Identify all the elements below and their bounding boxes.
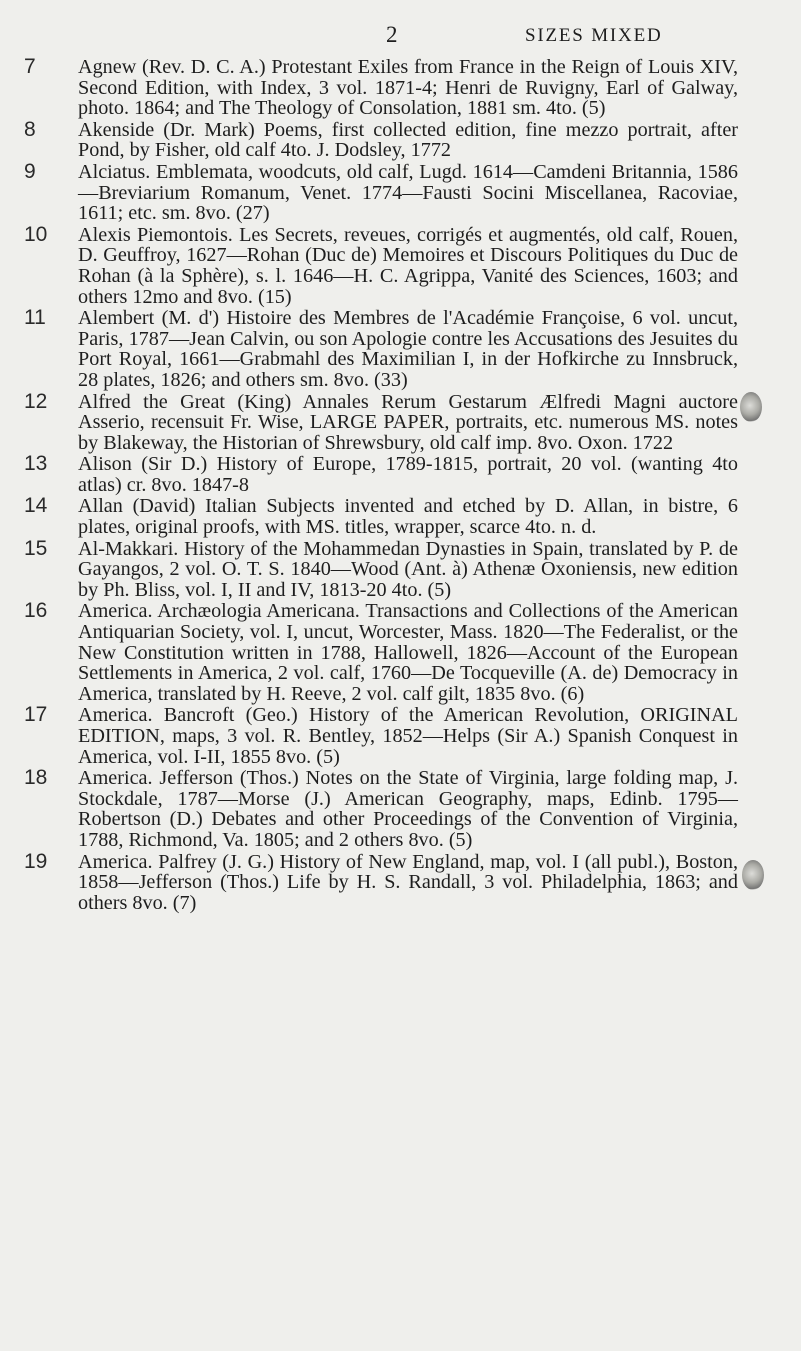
catalogue-entry bbox=[0, 308, 738, 390]
catalogue-entries bbox=[0, 57, 801, 914]
entry-description: Alfred the Great (King) Annales Rerum Gestarum Ælfredi Magni auctore Asserio, recensuit Fr. Wise, LARGE PAPER, portraits, etc. numerous MS. notes by Blakeway, the Historian of Shrewsbury, old calf imp. 8vo. Oxon. 1722 bbox=[78, 390, 738, 454]
lot-number: 19 bbox=[24, 849, 48, 873]
catalogue-entry bbox=[0, 705, 738, 767]
catalogue-entry bbox=[0, 159, 738, 225]
entry-description: Alison (Sir D.) History of Europe, 1789-1815, portrait, 20 vol. (wanting 4to atlas) cr. 8vo. 1847-8 bbox=[78, 453, 738, 496]
catalogue-entry bbox=[0, 849, 738, 914]
lot-number: 9 bbox=[24, 159, 36, 183]
lot-number: 17 bbox=[24, 703, 48, 727]
catalogue-entry bbox=[0, 57, 738, 119]
lot-number: 18 bbox=[24, 766, 48, 790]
catalogue-entry bbox=[0, 454, 738, 495]
catalogue-entry bbox=[0, 601, 738, 704]
entry-description: Agnew (Rev. D. C. A.) Protestant Exiles from France in the Reign of Louis XIV, Second Edition, with Index, 3 vol. 1871-4; Henri de Ruvigny, Earl of Galway, photo. 1864; and The Theology of Consolation, 1881 sm. 4to. (5) bbox=[78, 56, 738, 120]
lot-number: 14 bbox=[24, 494, 48, 518]
entry-description: Akenside (Dr. Mark) Poems, first collected edition, fine mezzo portrait, after Pond, by Fisher, old calf 4to. J. Dodsley, 1772 bbox=[78, 118, 738, 162]
binding-hole-mark bbox=[740, 392, 762, 422]
entry-description: America. Bancroft (Geo.) History of the American Revolution, ORIGINAL EDITION, maps, 3 vol. R. Bentley, 1852—Helps (Sir A.) Spanish Conquest in America, vol. I-II, 1855 8vo. (5) bbox=[78, 704, 738, 768]
lot-number: 11 bbox=[24, 306, 46, 330]
catalogue-entry bbox=[0, 496, 738, 537]
entry-description: Alembert (M. d') Histoire des Membres de l'Académie Françoise, 6 vol. uncut, Paris, 1787—Jean Calvin, ou son Apologie contre les Accusations des Jesuites du Port Royal, 1661—Grabmahl des Maximilian I, in der Hofkirche zu Innsbruck, 28 plates, 1826; and others sm. 8vo. (33) bbox=[78, 307, 738, 391]
entry-description: Alexis Piemontois. Les Secrets, reveues, corrigés et augmentés, old calf, Rouen, D. Geuffroy, 1627—Rohan (Duc de) Memoires et Discours Politiques du Duc de Rohan (à la Sphère), s. l. 1646—H. C. Agrippa, Vanité des Sciences, 1603; and others 12mo and 8vo. (15) bbox=[78, 223, 738, 308]
binding-hole-mark bbox=[742, 860, 764, 890]
page-number: 2 bbox=[386, 22, 398, 47]
entry-description: America. Archæologia Americana. Transactions and Collections of the American Antiquarian Society, vol. I, uncut, Worcester, Mass. 1820—The Federalist, or the New Constitution written in 1788, Hallowell, 1826—Account of the European Settlements in America, 2 vol. calf, 1760—De Tocqueville (A. de) Democracy in America, translated by H. Reeve, 2 vol. calf gilt, 1835 8vo. (6) bbox=[78, 600, 738, 705]
catalogue-entry bbox=[0, 536, 738, 601]
lot-number: 13 bbox=[24, 452, 48, 476]
lot-number: 16 bbox=[24, 599, 48, 623]
lot-number: 7 bbox=[24, 55, 36, 78]
entry-description: America. Jefferson (Thos.) Notes on the State of Virginia, large folding map, J. Stockdale, 1787—Morse (J.) American Geography, maps, Edinb. 1795—Robertson (D.) Debates and other Proceedings of the Convention of Virginia, 1788, Richmond, Va. 1805; and 2 others 8vo. (5) bbox=[78, 767, 738, 851]
entry-description: America. Palfrey (J. G.) History of New England, map, vol. I (all publ.), Boston, 1858—Jefferson (Thos.) Life by H. S. Randall, 3 vol. Philadelphia, 1863; and others 8vo. (7) bbox=[78, 850, 738, 914]
catalogue-entry bbox=[0, 222, 738, 308]
lot-number: 10 bbox=[24, 222, 48, 246]
entry-description: Allan (David) Italian Subjects invented and etched by D. Allan, in bistre, 6 plates, original proofs, with MS. titles, wrapper, scarce 4to. n. d. bbox=[78, 495, 738, 539]
page-header bbox=[0, 22, 801, 52]
entry-description: Al-Makkari. History of the Mohammedan Dynasties in Spain, translated by P. de Gayangos, 2 vol. O. T. S. 1840—Wood (Ant. à) Athenæ Oxoniensis, new edition by Ph. Bliss, vol. I, II and IV, 1813-20 4to. (5) bbox=[78, 537, 738, 601]
lot-number: 12 bbox=[24, 389, 48, 413]
running-head: SIZES MIXED bbox=[525, 25, 663, 46]
lot-number: 8 bbox=[24, 117, 36, 141]
catalogue-entry bbox=[0, 117, 738, 162]
entry-description: Alciatus. Emblemata, woodcuts, old calf, Lugd. 1614—Camdeni Britannia, 1586—Breviarium Romanum, Venet. 1774—Fausti Socini Miscellanea, Racoviae, 1611; etc. sm. 8vo. (27) bbox=[78, 160, 738, 225]
catalogue-entry bbox=[0, 389, 738, 454]
lot-number: 15 bbox=[24, 536, 48, 560]
catalogue-entry bbox=[0, 768, 738, 850]
